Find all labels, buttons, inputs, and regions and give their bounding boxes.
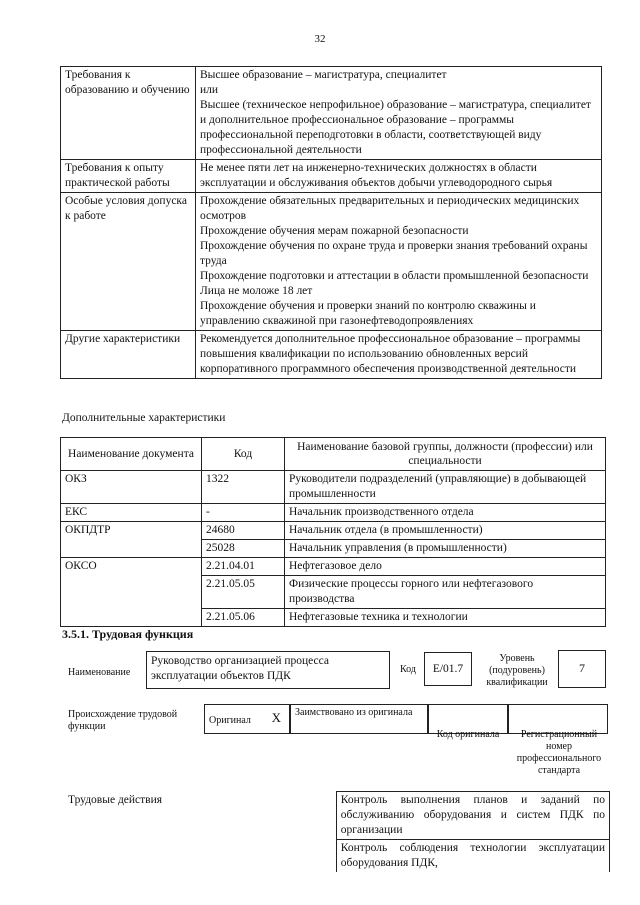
requirement-line: Прохождение обязательных предварительных и периодических медицинских осмотров — [200, 195, 580, 222]
doc-cell: ОКЗ — [61, 471, 202, 504]
requirement-line: Прохождение обучения мерам пожарной безопасности — [200, 225, 469, 237]
additional-characteristics-table — [60, 437, 606, 627]
table-row — [61, 504, 606, 522]
doc-cell — [61, 540, 202, 558]
requirement-value — [196, 193, 602, 331]
requirements-table — [60, 66, 602, 379]
requirement-label: Требования к образованию и обучению — [61, 67, 196, 160]
code-cell: - — [202, 504, 285, 522]
original-box — [204, 704, 290, 734]
name-cell: Нефтегазовое дело — [285, 558, 606, 576]
name-cell: Руководители подразделений (управляющие) в добывающей промышленности — [285, 471, 606, 504]
doc-cell: ОКПДТР — [61, 522, 202, 540]
code-cell: 1322 — [202, 471, 285, 504]
requirement-label: Особые условия допуска к работе — [61, 193, 196, 331]
header-code: Код — [202, 438, 285, 471]
table-row — [61, 331, 602, 379]
requirement-label: Требования к опыту практической работы — [61, 160, 196, 193]
name-cell: Нефтегазовые техника и технологии — [285, 609, 606, 627]
original-code-label: Код оригинала — [436, 729, 500, 740]
header-document: Наименование документа — [61, 438, 202, 471]
doc-cell — [61, 609, 202, 627]
table-row — [61, 609, 606, 627]
actions-label: Трудовые действия — [64, 792, 336, 873]
function-code-box: E/01.7 — [424, 652, 472, 686]
name-cell: Физические процессы горного или нефтегазового производства — [285, 576, 606, 609]
additional-characteristics-title: Дополнительные характеристики — [62, 412, 226, 424]
code-cell: 24680 — [202, 522, 285, 540]
code-cell: 2.21.04.01 — [202, 558, 285, 576]
borrowed-box: Заимствовано из оригинала — [290, 704, 428, 734]
page-number: 32 — [314, 33, 326, 45]
requirement-line: Высшее (техническое непрофильное) образование – магистратура, специалитет и дополнительное профессиональное образование – программы профессиональной переподготовки в области, соответствующей виду профессиональной деятельности — [200, 99, 591, 156]
requirement-value — [196, 67, 602, 160]
requirement-value — [196, 331, 602, 379]
original-label: Оригинал — [209, 715, 251, 726]
doc-cell: ЕКС — [61, 504, 202, 522]
requirement-line: Не менее пяти лет на инженерно-технических должностях в области эксплуатации и обслуживания объектов добычи углеводородного сырья — [200, 162, 553, 189]
origin-label: Происхождение трудовой функции — [68, 709, 178, 732]
action-item: Контроль соблюдения технологии эксплуатации оборудования ПДК, — [336, 840, 609, 873]
level-label: Уровень (подуровень) квалификации — [486, 653, 548, 688]
doc-cell: ОКСО — [61, 558, 202, 576]
name-cell: Начальник отдела (в промышленности) — [285, 522, 606, 540]
table-row — [61, 522, 606, 540]
function-name-box: Руководство организацией процесса эксплуатации объектов ПДК — [146, 651, 390, 689]
code-cell: 2.21.05.05 — [202, 576, 285, 609]
requirement-line: или — [200, 84, 219, 96]
doc-cell — [61, 576, 202, 609]
code-label: Код — [400, 664, 416, 675]
labour-actions-table — [64, 791, 610, 872]
table-header-row — [61, 438, 606, 471]
section-title: 3.5.1. Трудовая функция — [62, 627, 194, 641]
name-cell: Начальник производственного отдела — [285, 504, 606, 522]
requirement-line: Лица не моложе 18 лет — [200, 285, 313, 297]
name-cell: Начальник управления (в промышленности) — [285, 540, 606, 558]
requirement-line: Прохождение подготовки и аттестации в области промышленной безопасности — [200, 270, 589, 282]
reg-number-label: Регистрационный номер профессионального стандарта — [516, 729, 602, 776]
requirement-label: Другие характеристики — [61, 331, 196, 379]
requirement-line: Прохождение обучения по охране труда и проверки знания требований охраны труда — [200, 240, 588, 267]
table-row — [61, 576, 606, 609]
original-mark: X — [271, 710, 281, 725]
header-name: Наименование базовой группы, должности (профессии) или специальности — [285, 438, 606, 471]
name-label: Наименование — [68, 667, 131, 678]
table-row — [61, 558, 606, 576]
table-row — [61, 471, 606, 504]
table-row — [61, 540, 606, 558]
table-row — [61, 160, 602, 193]
requirement-value — [196, 160, 602, 193]
table-row — [61, 193, 602, 331]
table-row — [64, 792, 610, 840]
action-item: Контроль выполнения планов и заданий по обслуживанию оборудования и систем ПДК по организации — [336, 792, 609, 840]
requirement-line: Высшее образование – магистратура, специалитет — [200, 69, 447, 81]
requirement-line: Рекомендуется дополнительное профессиональное образование – программы повышения квалификации по использованию обновленных версий корпоративного программного обеспечения производственной деятельности — [200, 333, 581, 375]
code-cell: 25028 — [202, 540, 285, 558]
level-box: 7 — [558, 650, 606, 688]
code-cell: 2.21.05.06 — [202, 609, 285, 627]
requirement-line: Прохождение обучения и проверки знаний по контролю скважины и управлению скважиной при газонефтеводопроявлениях — [200, 300, 536, 327]
table-row — [61, 67, 602, 160]
